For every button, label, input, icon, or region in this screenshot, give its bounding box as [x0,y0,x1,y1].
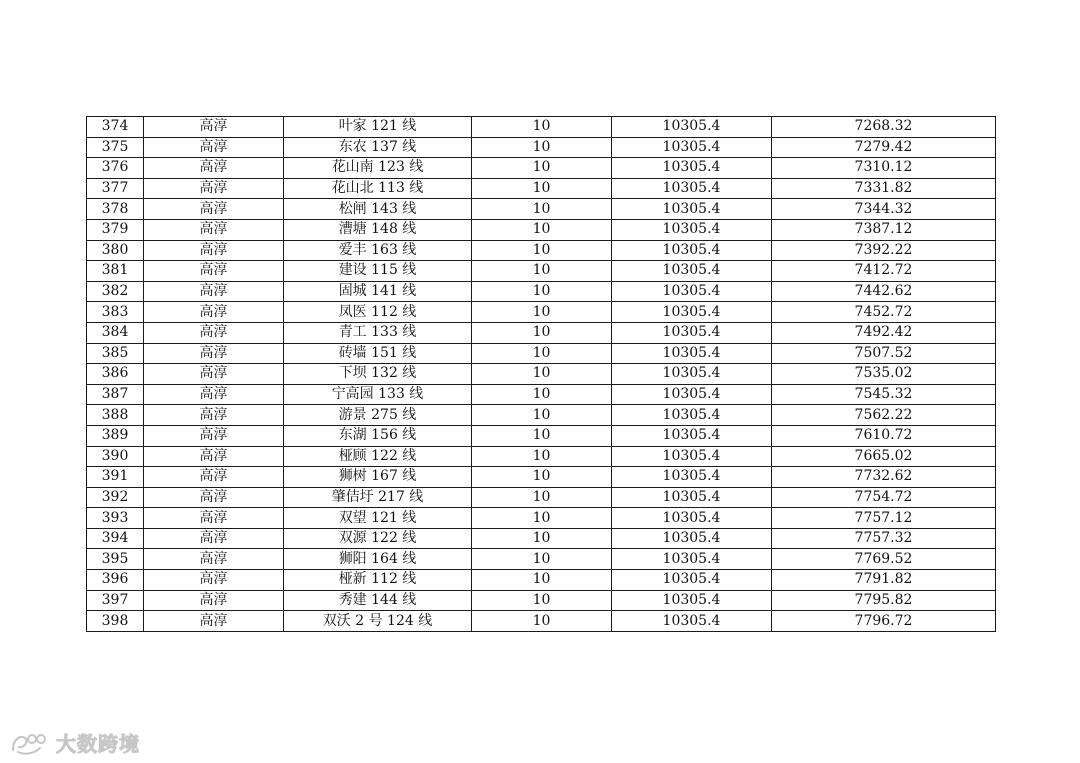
table-cell: 高淳 [144,487,284,508]
table-row [87,261,996,282]
table-cell: 高淳 [144,261,284,282]
table-cell: 7757.12 [772,508,996,529]
table-cell: 建设 115 线 [284,261,472,282]
table-cell: 388 [87,405,144,426]
table-cell: 高淳 [144,446,284,467]
table-cell: 391 [87,467,144,488]
table-cell: 高淳 [144,405,284,426]
table-cell: 10305.4 [612,467,772,488]
table-cell: 10305.4 [612,425,772,446]
table-cell: 高淳 [144,137,284,158]
table-row [87,199,996,220]
table-cell: 10305.4 [612,199,772,220]
table-cell: 狮阳 164 线 [284,549,472,570]
table-cell: 7331.82 [772,178,996,199]
table-row [87,405,996,426]
table-cell: 双沃 2 号 124 线 [284,611,472,632]
table-cell: 高淳 [144,219,284,240]
table-cell: 390 [87,446,144,467]
table-cell: 10 [472,508,612,529]
watermark [10,728,140,757]
table-cell: 秀建 144 线 [284,590,472,611]
table-cell: 高淳 [144,570,284,591]
table-row [87,281,996,302]
table-cell: 10 [472,467,612,488]
table-cell: 10305.4 [612,508,772,529]
table-cell: 392 [87,487,144,508]
table-row [87,549,996,570]
table-cell: 高淳 [144,425,284,446]
table-cell: 高淳 [144,322,284,343]
table-cell: 396 [87,570,144,591]
table-cell: 7562.22 [772,405,996,426]
table-cell: 东湖 156 线 [284,425,472,446]
table-cell: 10 [472,219,612,240]
table-cell: 378 [87,199,144,220]
table-cell: 10 [472,240,612,261]
table-row [87,590,996,611]
table-cell: 10305.4 [612,281,772,302]
table-cell: 375 [87,137,144,158]
table-cell: 肇佶圩 217 线 [284,487,472,508]
table-row [87,302,996,323]
table-row [87,425,996,446]
table-cell: 10 [472,611,612,632]
table-row [87,240,996,261]
table-cell: 387 [87,384,144,405]
table-cell: 狮树 167 线 [284,467,472,488]
table-cell: 松闸 143 线 [284,199,472,220]
table-cell: 10 [472,261,612,282]
table-row [87,158,996,179]
table-cell: 10305.4 [612,261,772,282]
table-cell: 10 [472,549,612,570]
table-cell: 固城 141 线 [284,281,472,302]
table-cell: 7310.12 [772,158,996,179]
table-cell: 10305.4 [612,117,772,138]
table-cell: 10305.4 [612,219,772,240]
table-cell: 376 [87,158,144,179]
table-cell: 7665.02 [772,446,996,467]
table-cell: 7279.42 [772,137,996,158]
table-row [87,467,996,488]
table-cell: 双望 121 线 [284,508,472,529]
table-cell: 7610.72 [772,425,996,446]
table-cell: 7791.82 [772,570,996,591]
table-cell: 389 [87,425,144,446]
table-cell: 桠新 112 线 [284,570,472,591]
table-cell: 398 [87,611,144,632]
table-cell: 高淳 [144,364,284,385]
table-row [87,343,996,364]
table-cell: 高淳 [144,178,284,199]
table-cell: 7757.32 [772,528,996,549]
table-cell: 10 [472,446,612,467]
table-cell: 10 [472,302,612,323]
table-cell: 游景 275 线 [284,405,472,426]
table-cell: 7442.62 [772,281,996,302]
table-cell: 高淳 [144,549,284,570]
table-cell: 10305.4 [612,302,772,323]
table-cell: 10305.4 [612,590,772,611]
table-row [87,611,996,632]
table-cell: 叶家 121 线 [284,117,472,138]
table-cell: 10305.4 [612,384,772,405]
table-cell: 7732.62 [772,467,996,488]
table-row [87,384,996,405]
table-cell: 花山南 123 线 [284,158,472,179]
table-row [87,446,996,467]
table-cell: 10305.4 [612,611,772,632]
table-cell: 381 [87,261,144,282]
table-cell: 高淳 [144,611,284,632]
table-cell: 高淳 [144,384,284,405]
table-cell: 10305.4 [612,487,772,508]
table-body [87,117,996,632]
table-row [87,364,996,385]
table-cell: 下坝 132 线 [284,364,472,385]
table-cell: 10 [472,487,612,508]
table-cell: 10 [472,384,612,405]
table-row [87,117,996,138]
table-cell: 高淳 [144,199,284,220]
table-row [87,322,996,343]
table-cell: 花山北 113 线 [284,178,472,199]
table-cell: 397 [87,590,144,611]
table-cell: 395 [87,549,144,570]
table-cell: 7392.22 [772,240,996,261]
table-cell: 高淳 [144,528,284,549]
table-cell: 10305.4 [612,178,772,199]
table-cell: 高淳 [144,343,284,364]
table-cell: 10305.4 [612,322,772,343]
table-cell: 高淳 [144,508,284,529]
table-cell: 宁高园 133 线 [284,384,472,405]
table-cell: 7344.32 [772,199,996,220]
table-cell: 383 [87,302,144,323]
table-cell: 7769.52 [772,549,996,570]
table-cell: 爱丰 163 线 [284,240,472,261]
table-row [87,178,996,199]
table-cell: 10 [472,178,612,199]
data-table [86,116,996,632]
table-cell: 393 [87,508,144,529]
table-cell: 10 [472,425,612,446]
table-cell: 7268.32 [772,117,996,138]
table-row [87,487,996,508]
table-cell: 10305.4 [612,137,772,158]
table-row [87,137,996,158]
table-cell: 382 [87,281,144,302]
table-cell: 10 [472,281,612,302]
table-cell: 10 [472,343,612,364]
table-cell: 10305.4 [612,570,772,591]
table-cell: 7492.42 [772,322,996,343]
table-cell: 377 [87,178,144,199]
table-cell: 10 [472,322,612,343]
table-cell: 10305.4 [612,364,772,385]
logo-mark-icon [10,730,52,756]
table-cell: 10 [472,117,612,138]
table-cell: 7535.02 [772,364,996,385]
table-cell: 青工 133 线 [284,322,472,343]
table-cell: 384 [87,322,144,343]
table-row [87,219,996,240]
table-cell: 10305.4 [612,446,772,467]
table-cell: 漕塘 148 线 [284,219,472,240]
table-cell: 高淳 [144,158,284,179]
table-cell: 374 [87,117,144,138]
table-cell: 10305.4 [612,343,772,364]
table-cell: 7507.52 [772,343,996,364]
table-cell: 高淳 [144,590,284,611]
table-cell: 高淳 [144,240,284,261]
table-cell: 凤医 112 线 [284,302,472,323]
table-cell: 10305.4 [612,405,772,426]
table-cell: 10305.4 [612,528,772,549]
table-cell: 7387.12 [772,219,996,240]
table-cell: 379 [87,219,144,240]
table-cell: 高淳 [144,467,284,488]
table-cell: 砖墙 151 线 [284,343,472,364]
table-cell: 10305.4 [612,240,772,261]
table-cell: 7412.72 [772,261,996,282]
table-cell: 10 [472,570,612,591]
table-cell: 7795.82 [772,590,996,611]
table-cell: 10 [472,405,612,426]
table-cell: 双源 122 线 [284,528,472,549]
table-cell: 10305.4 [612,158,772,179]
table-cell: 桠顾 122 线 [284,446,472,467]
table-row [87,528,996,549]
table-cell: 10 [472,364,612,385]
table-cell: 7796.72 [772,611,996,632]
watermark-text: 大数跨境 [56,732,140,756]
table-cell: 7754.72 [772,487,996,508]
table-cell: 10 [472,137,612,158]
table-cell: 10 [472,199,612,220]
table-row [87,508,996,529]
table-cell: 386 [87,364,144,385]
table-cell: 高淳 [144,281,284,302]
table-row [87,570,996,591]
table-cell: 东农 137 线 [284,137,472,158]
table-cell: 7452.72 [772,302,996,323]
table-cell: 380 [87,240,144,261]
table-cell: 高淳 [144,302,284,323]
table-cell: 385 [87,343,144,364]
table-cell: 7545.32 [772,384,996,405]
table-cell: 10 [472,590,612,611]
table-cell: 10 [472,528,612,549]
table-cell: 10 [472,158,612,179]
table-cell: 10305.4 [612,549,772,570]
table-cell: 394 [87,528,144,549]
table-cell: 高淳 [144,117,284,138]
